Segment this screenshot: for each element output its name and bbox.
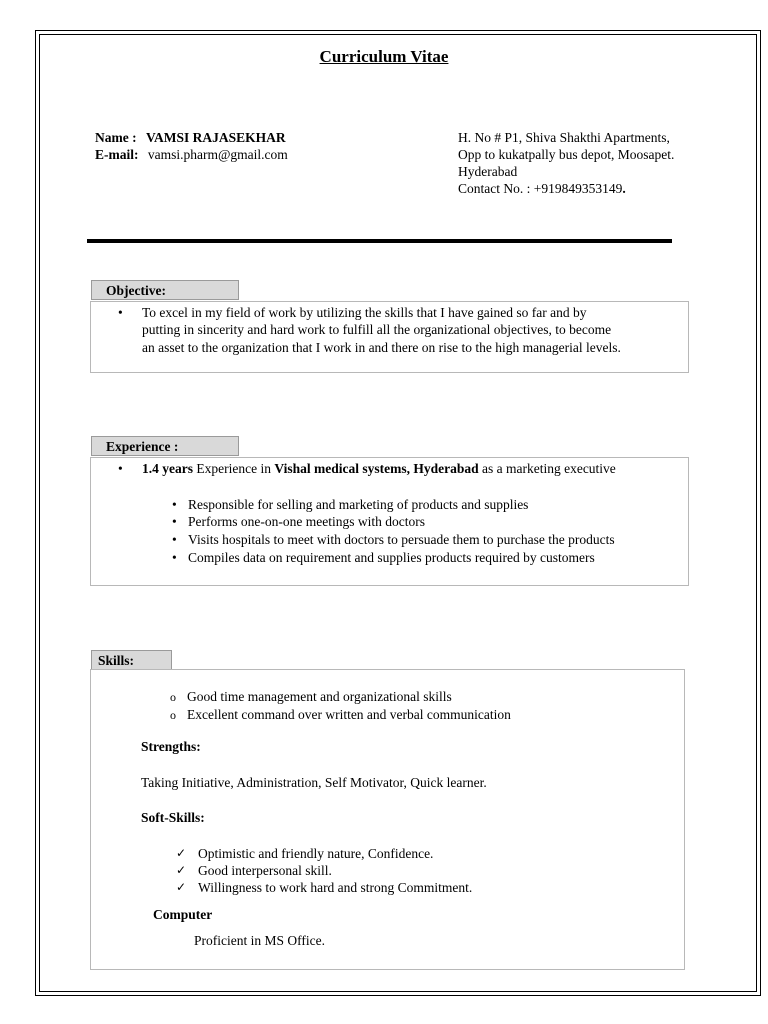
strengths-text: Taking Initiative, Administration, Self Motivator, Quick learner. — [141, 775, 487, 790]
document-title: Curriculum Vitae — [319, 47, 449, 66]
soft-skill-item-1: Optimistic and friendly nature, Confidence. — [198, 846, 434, 861]
name-value: VAMSI RAJASEKHAR — [145, 130, 286, 145]
address-line-3: Hyderabad — [458, 164, 518, 179]
skills-heading: Skills: — [91, 650, 172, 670]
address-line-2: Opp to kukatpally bus depot, Moosapet. — [458, 147, 675, 162]
contact-number: Contact No. : +919849353149 — [458, 181, 623, 196]
experience-summary — [142, 461, 616, 477]
header-divider — [87, 239, 672, 243]
soft-skills-heading: Soft-Skills: — [141, 810, 205, 825]
soft-skill-item-2: Good interpersonal skill. — [198, 863, 332, 878]
computer-heading: Computer — [153, 907, 213, 922]
experience-item-bullet-2: • — [172, 514, 177, 529]
objective-line-2: putting in sincerity and hard work to fulfill all the organizational objectives, to become — [142, 322, 612, 337]
experience-item-3: Visits hospitals to meet with doctors to persuade them to purchase the products — [188, 532, 615, 547]
name-label: Name : — [95, 130, 137, 145]
objective-line-1: To excel in my field of work by utilizing the skills that I have gained so far and by — [142, 305, 587, 320]
experience-text-2: as a marketing executive — [481, 461, 616, 476]
skill-bullet-1: o — [170, 690, 176, 704]
experience-item-bullet-3: • — [172, 532, 177, 547]
email-row — [95, 147, 288, 163]
objective-line-3: an asset to the organization that I work in and there on rise to the high managerial levels. — [142, 340, 621, 355]
experience-item-2: Performs one-on-one meetings with doctors — [188, 514, 425, 529]
check-icon-2: ✓ — [176, 863, 187, 877]
experience-bullet: • — [118, 461, 123, 476]
name-row — [95, 130, 286, 146]
experience-item-bullet-1: • — [172, 497, 177, 512]
address-line-1: H. No # P1, Shiva Shakthi Apartments, — [458, 130, 670, 145]
experience-item-4: Compiles data on requirement and supplies products required by customers — [188, 550, 595, 565]
email-label: E-mail: — [95, 147, 139, 162]
contact-row — [458, 181, 626, 197]
check-icon-1: ✓ — [176, 846, 187, 860]
soft-skill-item-3: Willingness to work hard and strong Commitment. — [198, 880, 473, 895]
objective-bullet: • — [118, 305, 123, 320]
check-icon-3: ✓ — [176, 880, 187, 894]
skill-item-1: Good time management and organizational skills — [187, 689, 452, 704]
email-value: vamsi.pharm@gmail.com — [147, 147, 288, 162]
experience-item-bullet-4: • — [172, 550, 177, 565]
contact-suffix: . — [622, 181, 626, 196]
strengths-heading: Strengths: — [141, 739, 201, 754]
experience-text-1: Experience in — [196, 461, 271, 476]
experience-company: Vishal medical systems, Hyderabad — [274, 461, 479, 476]
skill-bullet-2: o — [170, 708, 176, 722]
skill-item-2: Excellent command over written and verbal communication — [187, 707, 511, 722]
experience-years: 1.4 years — [142, 461, 193, 476]
computer-text: Proficient in MS Office. — [194, 933, 325, 948]
experience-item-1: Responsible for selling and marketing of products and supplies — [188, 497, 529, 512]
objective-heading: Objective: — [91, 280, 239, 300]
experience-heading: Experience : — [91, 436, 239, 456]
